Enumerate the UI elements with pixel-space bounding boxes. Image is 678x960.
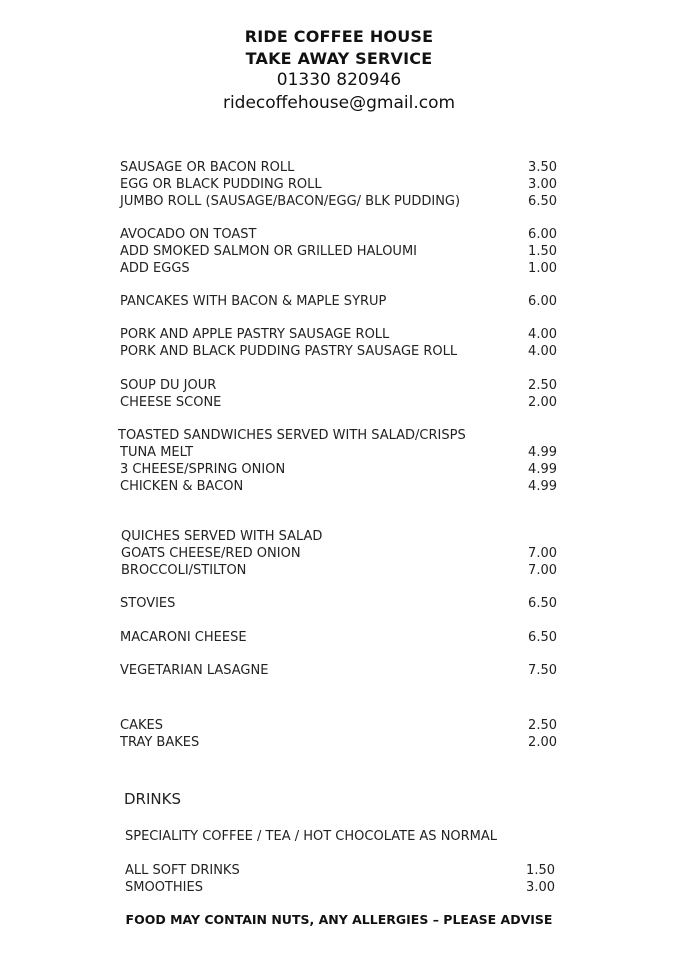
- allergy-notice: FOOD MAY CONTAIN NUTS, ANY ALLERGIES – PLEASE ADVISE: [125, 912, 553, 927]
- menu-item-price: 1.00: [528, 261, 557, 276]
- section-heading: TOASTED SANDWICHES SERVED WITH SALAD/CRISPS: [118, 428, 466, 443]
- menu-item-name: AVOCADO ON TOAST: [120, 227, 257, 242]
- menu-item-name: PORK AND APPLE PASTRY SAUSAGE ROLL: [120, 327, 390, 342]
- menu-item-name: GOATS CHEESE/RED ONION: [121, 546, 301, 561]
- menu-item-price: 4.99: [528, 479, 557, 494]
- menu-item-name: ADD SMOKED SALMON OR GRILLED HALOUMI: [120, 244, 417, 259]
- menu-item-price: 6.50: [528, 630, 557, 645]
- menu-item-price: 2.50: [528, 718, 557, 733]
- menu-item-name: CHEESE SCONE: [120, 395, 222, 410]
- menu-item-name: PANCAKES WITH BACON & MAPLE SYRUP: [120, 294, 387, 309]
- menu-item-name: VEGETARIAN LASAGNE: [120, 663, 269, 678]
- drink-item-price: 1.50: [526, 863, 555, 878]
- menu-item-price: 7.00: [528, 546, 557, 561]
- menu-item-name: 3 CHEESE/SPRING ONION: [120, 462, 286, 477]
- menu-item-price: 6.50: [528, 596, 557, 611]
- service-title: TAKE AWAY SERVICE: [245, 49, 433, 68]
- menu-item-price: 1.50: [528, 244, 557, 259]
- menu-item-name: ADD EGGS: [120, 261, 190, 276]
- menu-item-name: JUMBO ROLL (SAUSAGE/BACON/EGG/ BLK PUDDING): [120, 194, 461, 209]
- menu-item-price: 7.00: [528, 563, 557, 578]
- menu-item-price: 6.00: [528, 227, 557, 242]
- shop-name: RIDE COFFEE HOUSE: [244, 27, 434, 46]
- menu-item-name: BROCCOLI/STILTON: [121, 563, 247, 578]
- menu-item-name: SOUP DU JOUR: [120, 378, 217, 393]
- menu-item-price: 2.00: [528, 735, 557, 750]
- drinks-heading: DRINKS: [124, 790, 181, 808]
- menu-item-name: MACARONI CHEESE: [120, 630, 247, 645]
- menu-item-price: 7.50: [528, 663, 557, 678]
- menu-item-name: SAUSAGE OR BACON ROLL: [120, 160, 295, 175]
- menu-item-price: 3.50: [528, 160, 557, 175]
- drinks-note: SPECIALITY COFFEE / TEA / HOT CHOCOLATE AS NORMAL: [125, 829, 498, 844]
- menu-item-name: TUNA MELT: [120, 445, 194, 460]
- menu-item-name: CHICKEN & BACON: [120, 479, 244, 494]
- menu-item-name: EGG OR BLACK PUDDING ROLL: [120, 177, 322, 192]
- drink-item-price: 3.00: [526, 880, 555, 895]
- email-address: ridecoffehouse@gmail.com: [222, 93, 456, 113]
- menu-item-price: 3.00: [528, 177, 557, 192]
- drink-item-name: SMOOTHIES: [125, 880, 203, 895]
- menu-item-price: 2.50: [528, 378, 557, 393]
- menu-item-price: 4.00: [528, 327, 557, 342]
- menu-item-name: CAKES: [120, 718, 163, 733]
- menu-item-name: STOVIES: [120, 596, 176, 611]
- menu-item-price: 6.50: [528, 194, 557, 209]
- menu-item-price: 6.00: [528, 294, 557, 309]
- section-heading: QUICHES SERVED WITH SALAD: [121, 529, 323, 544]
- menu-item-price: 4.99: [528, 462, 557, 477]
- drink-item-name: ALL SOFT DRINKS: [125, 863, 240, 878]
- menu-item-price: 4.00: [528, 344, 557, 359]
- menu-item-price: 2.00: [528, 395, 557, 410]
- menu-item-name: PORK AND BLACK PUDDING PASTRY SAUSAGE ROLL: [120, 344, 458, 359]
- phone-number: 01330 820946: [276, 70, 402, 90]
- menu-item-name: TRAY BAKES: [120, 735, 200, 750]
- menu-item-price: 4.99: [528, 445, 557, 460]
